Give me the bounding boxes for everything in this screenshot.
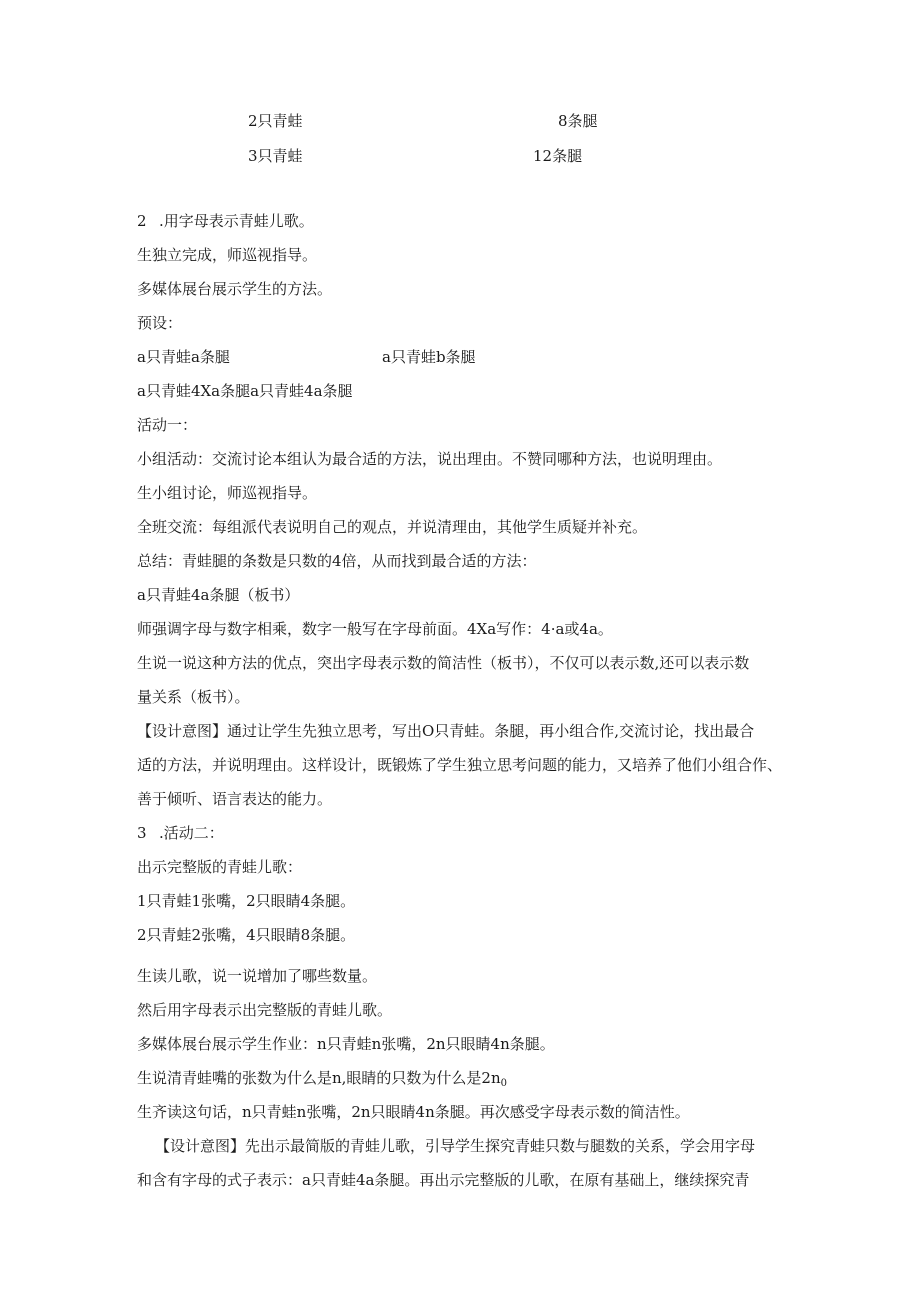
- table-row1-frogs: 2只青蛙: [248, 112, 303, 130]
- paragraph: 生说一说这种方法的优点，突出字母表示数的简洁性（板书），不仅可以表示数,还可以表示数: [137, 654, 750, 672]
- paragraph: 师强调字母与数字相乘，数字一般写在字母前面。4Xa写作：4·a或4a。: [137, 620, 613, 638]
- paragraph: [137, 1068, 507, 1094]
- design-intent-1-line: 善于倾听、语言表达的能力。: [137, 790, 333, 808]
- table-row2-frogs: 3只青蛙: [248, 147, 303, 165]
- paragraph: 生读儿歌，说一说增加了哪些数量。: [137, 967, 378, 985]
- design-intent-2-line: 【设计意图】先出示最简版的青蛙儿歌，引导学生探究青蛙只数与腿数的关系，学会用字母: [155, 1137, 756, 1155]
- design-intent-1-line: 适的方法，并说明理由。这样设计，既锻炼了学生独立思考问题的能力，又培养了他们小组合作、: [137, 756, 783, 774]
- paragraph: 小组活动：交流讨论本组认为最合适的方法，说出理由。不赞同哪种方法，也说明理由。: [137, 450, 723, 468]
- preset-method-2: a只青蛙b条腿: [382, 348, 476, 366]
- paragraph: 出示完整版的青蛙儿歌：: [137, 858, 303, 876]
- section-3-title: .活动二：: [159, 824, 224, 842]
- paragraph-text: 生说清青蛙嘴的张数为什么是n,眼睛的只数为什么是2n: [137, 1069, 501, 1087]
- paragraph: 量关系（板书）。: [137, 688, 250, 706]
- paragraph: 然后用字母表示出完整版的青蛙儿歌。: [137, 1001, 393, 1019]
- paragraph: a只青蛙4a条腿（板书）: [137, 586, 300, 604]
- paragraph: 生齐读这句话，n只青蛙n张嘴，2n只眼睛4n条腿。再次感受字母表示数的简洁性。: [137, 1103, 690, 1121]
- paragraph: 多媒体展台展示学生的方法。: [137, 280, 333, 298]
- table-row1-legs: 8条腿: [558, 112, 598, 130]
- section-3-number: 3: [137, 824, 147, 842]
- subscript-text: 0: [500, 1078, 508, 1089]
- paragraph: 多媒体展台展示学生作业：n只青蛙n张嘴，2n只眼睛4n条腿。: [137, 1035, 555, 1053]
- paragraph: 全班交流：每组派代表说明自己的观点，并说清理由，其他学生质疑并补充。: [137, 518, 648, 536]
- section-2-number: 2: [137, 212, 147, 230]
- design-intent-2-line: 和含有字母的式子表示：a只青蛙4a条腿。再出示完整版的儿歌，在原有基础上，继续探究青: [137, 1171, 750, 1189]
- section-2-title: .用字母表示青蛙儿歌。: [159, 212, 314, 230]
- paragraph: 生独立完成，师巡视指导。: [137, 246, 318, 264]
- song-line-2: 2只青蛙2张嘴，4只眼睛8条腿。: [137, 926, 356, 944]
- paragraph: 总结：青蛙腿的条数是只数的4倍，从而找到最合适的方法：: [137, 552, 537, 570]
- paragraph: 预设：: [137, 314, 183, 332]
- preset-method-1: a只青蛙a条腿: [137, 348, 230, 366]
- paragraph: 生小组讨论，师巡视指导。: [137, 484, 318, 502]
- preset-methods-3-4: a只青蛙4Xa条腿a只青蛙4a条腿: [137, 382, 353, 400]
- design-intent-1-line: 【设计意图】通过让学生先独立思考，写出O只青蛙。条腿，再小组合作,交流讨论，找出最合: [137, 722, 755, 740]
- table-row2-legs: 12条腿: [533, 147, 583, 165]
- activity-1-heading: 活动一：: [137, 416, 198, 434]
- song-line-1: 1只青蛙1张嘴，2只眼睛4条腿。: [137, 892, 356, 910]
